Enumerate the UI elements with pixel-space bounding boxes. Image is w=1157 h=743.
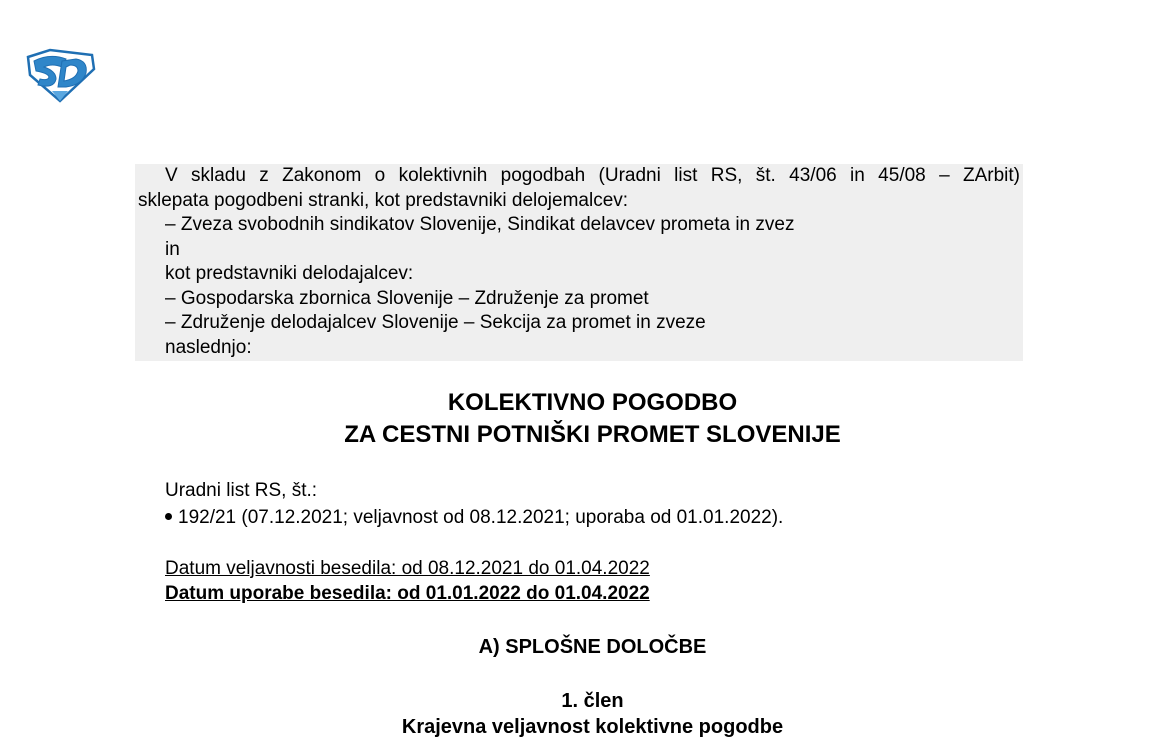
- section-heading: A) SPLOŠNE DOLOČBE: [478, 636, 707, 658]
- title-line-2: ZA CESTNI POTNIŠKI PROMET SLOVENIJE: [344, 421, 841, 448]
- article-number: 1. člen: [561, 690, 624, 712]
- intro-line-1: V skladu z Zakonom o kolektivnih pogodbah (Uradni list RS, št. 43/06 in 45/08 – ZArbit): [165, 165, 1020, 186]
- intro-line-4: in: [165, 238, 180, 260]
- intro-line-6: – Gospodarska zbornica Slovenije – Združenje za promet: [165, 287, 649, 309]
- bullet-icon: [165, 513, 172, 520]
- intro-line-7: – Združenje delodajalcev Slovenije – Sekcija za promet in zveze: [165, 312, 706, 333]
- intro-line-8: naslednjo:: [165, 336, 252, 358]
- gazette-item: [165, 507, 783, 529]
- article-title: Krajevna veljavnost kolektivne pogodbe: [401, 716, 784, 738]
- gazette-item-text: 192/21 (07.12.2021; veljavnost od 08.12.2021; uporaba od 01.01.2022).: [178, 507, 784, 528]
- gazette-label: Uradni list RS, št.:: [165, 480, 318, 501]
- title-line-1: KOLEKTIVNO POGODBO: [447, 389, 738, 416]
- sd-logo-icon: [22, 47, 96, 105]
- sd-logo: [22, 47, 96, 105]
- intro-line-2: sklepata pogodbeni stranki, kot predstavniki delojemalcev:: [138, 189, 629, 211]
- use-date: Datum uporabe besedila: od 01.01.2022 do 01.04.2022: [165, 583, 650, 604]
- intro-line-5: kot predstavniki delodajalcev:: [165, 263, 414, 284]
- validity-date: Datum veljavnosti besedila: od 08.12.2021 do 01.04.2022: [165, 558, 650, 579]
- intro-line-3: – Zveza svobodnih sindikatov Slovenije, Sindikat delavcev prometa in zvez: [165, 214, 795, 235]
- intro-box: [135, 164, 1023, 361]
